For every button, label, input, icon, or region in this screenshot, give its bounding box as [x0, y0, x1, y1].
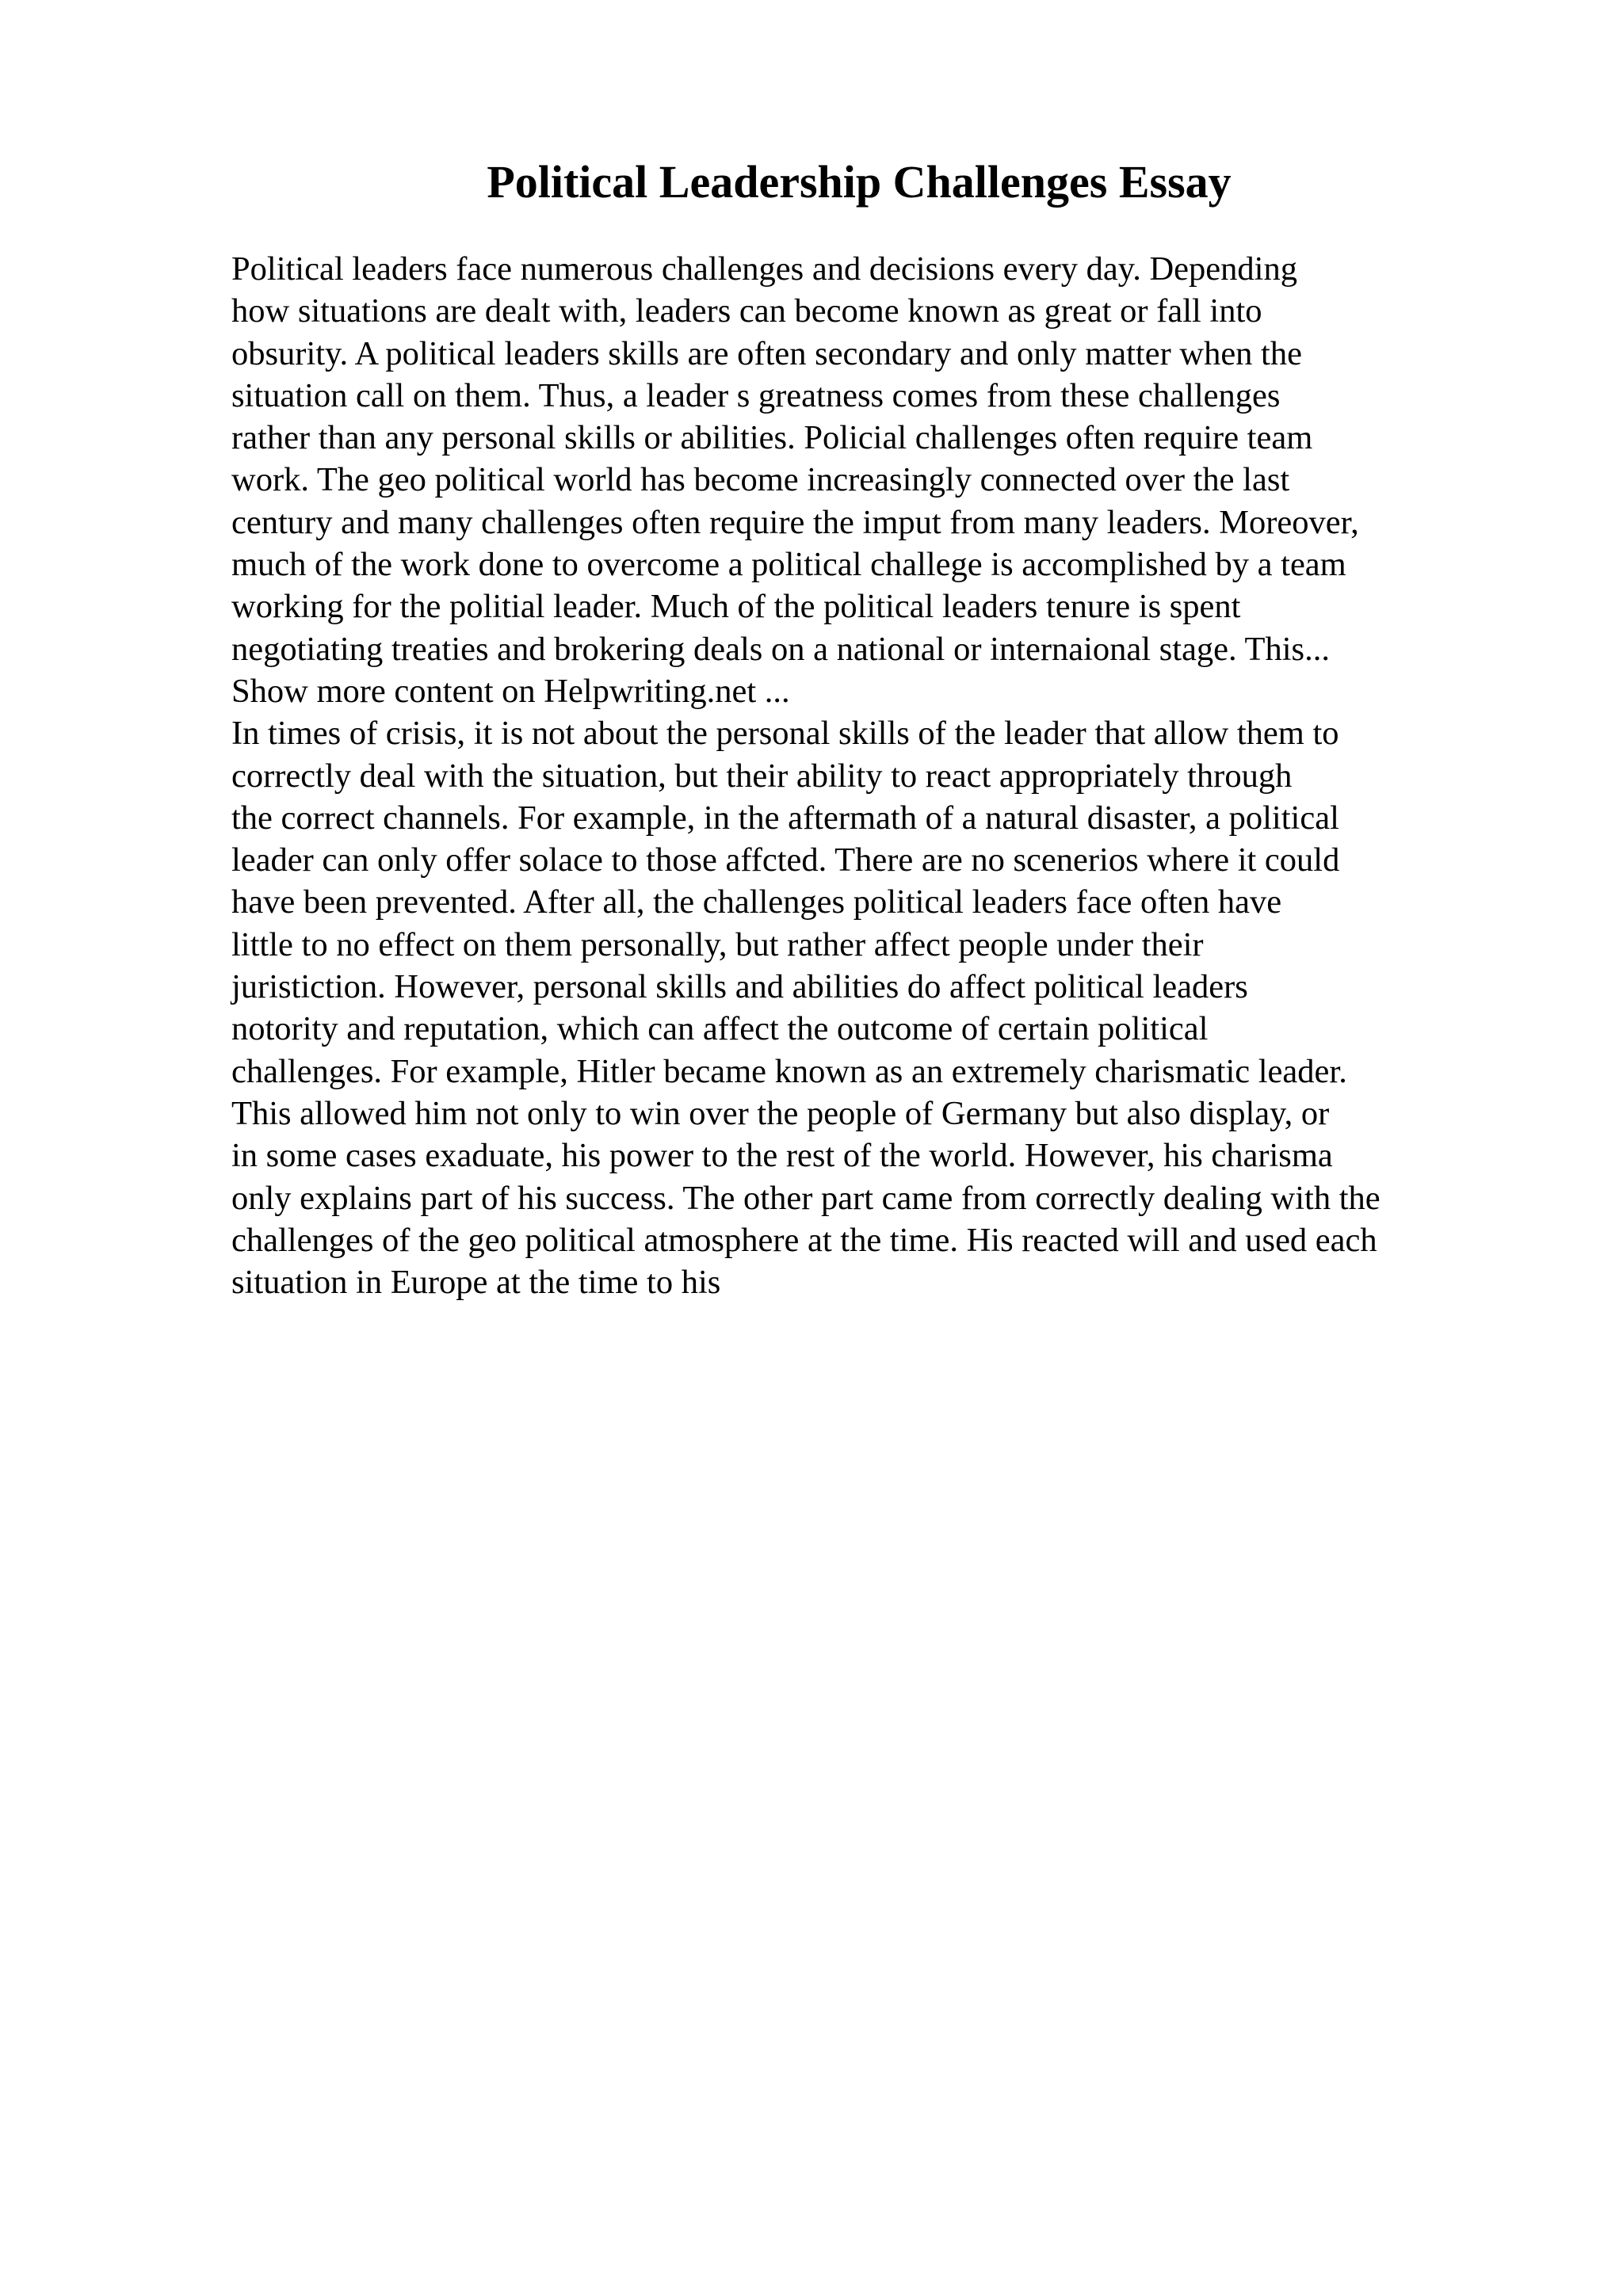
text-line: have been prevented. After all, the challenges political leaders face often have	[231, 883, 1282, 921]
text-line: In times of crisis, it is not about the personal skills of the leader that allow them to	[231, 715, 1339, 753]
text-line: rather than any personal skills or abilities. Policial challenges often require team	[231, 419, 1313, 457]
text-line: juristiction. However, personal skills and abilities do affect political leaders	[231, 968, 1248, 1006]
text-line: the correct channels. For example, in the aftermath of a natural disaster, a political	[231, 799, 1339, 837]
text-line: much of the work done to overcome a political challege is accomplished by a team	[231, 546, 1346, 584]
text-line: negotiating treaties and brokering deals on a national or internaional stage. This...	[231, 630, 1330, 668]
text-line: working for the politial leader. Much of the political leaders tenure is spent	[231, 588, 1241, 626]
text-line: This allowed him not only to win over the people of Germany but also display, or	[231, 1094, 1330, 1132]
text-line: situation call on them. Thus, a leader s greatness comes from these challenges	[231, 376, 1281, 414]
text-line: leader can only offer solace to those affcted. There are no scenerios where it could	[231, 841, 1340, 879]
text-line: situation in Europe at the time to his	[231, 1264, 721, 1302]
text-line: century and many challenges often require the imput from many leaders. Moreover,	[231, 503, 1359, 541]
text-line: challenges. For example, Hitler became known as an extremely charismatic leader.	[231, 1052, 1347, 1090]
text-line: work. The geo political world has become increasingly connected over the last	[231, 461, 1290, 499]
show-more-link[interactable]: Show more content on Helpwriting.net ...	[231, 672, 790, 710]
text-line: obsurity. A political leaders skills are often secondary and only matter when the	[231, 334, 1302, 372]
text-line: challenges of the geo political atmosphere at the time. His reacted will and used each	[231, 1221, 1377, 1259]
text-line: how situations are dealt with, leaders can become known as great or fall into	[231, 292, 1262, 330]
text-line: little to no effect on them personally, but rather affect people under their	[231, 925, 1204, 963]
text-line: in some cases exaduate, his power to the rest of the world. However, his charisma	[231, 1137, 1333, 1175]
text-line: Political leaders face numerous challenges and decisions every day. Depending	[231, 250, 1297, 288]
essay-body	[231, 248, 1594, 1303]
text-line: notority and reputation, which can affect the outcome of certain political	[231, 1010, 1209, 1048]
text-line: only explains part of his success. The other part came from correctly dealing with the	[231, 1179, 1381, 1217]
text-line: correctly deal with the situation, but their ability to react appropriately through	[231, 757, 1293, 795]
document-title: Political Leadership Challenges Essay	[487, 156, 1232, 208]
